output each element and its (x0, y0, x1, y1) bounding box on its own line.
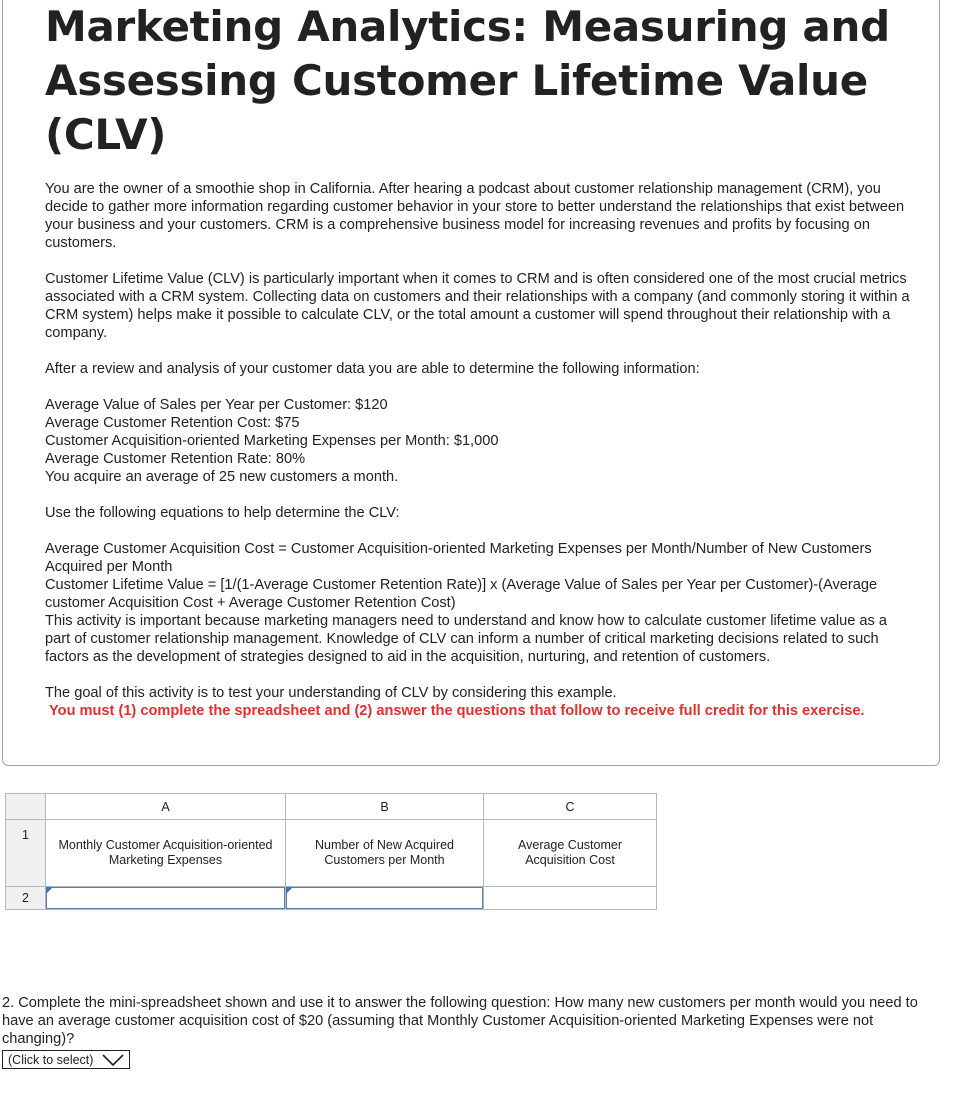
new-customers-input[interactable] (286, 887, 483, 909)
cell-b2 (286, 887, 484, 910)
page-title: Marketing Analytics: Measuring and Assessing Customer Lifetime Value (CLV) (45, 2, 890, 159)
cell-c1: Average Customer Acquisition Cost (484, 820, 657, 887)
question-2: 2. Complete the mini-spreadsheet shown and use it to answer the following question: How many new customers per month would you need to have an average customer acquisition cost of $20 (assuming that Monthly Customer Acquisition-oriented Marketing Expenses were not changing)? (2, 995, 918, 1047)
intro-body (45, 180, 915, 720)
equation-acquisition-cost: Average Customer Acquisition Cost = Customer Acquisition-oriented Marketing Expenses per Month/Number of New Customers Acquired per Month (45, 541, 872, 575)
answer-select-label: (Click to select) (8, 1052, 94, 1067)
column-header-c: C (484, 794, 657, 820)
row-header-2: 2 (6, 887, 46, 910)
cell-a2 (46, 887, 286, 910)
input-corner-flag-icon (46, 887, 53, 894)
cell-c2 (484, 887, 657, 910)
row-header-1: 1 (6, 820, 46, 887)
input-corner-flag-icon (286, 887, 293, 894)
chevron-down-icon (102, 1054, 124, 1066)
intro-paragraph-6: The goal of this activity is to test your understanding of CLV by considering this example. (45, 685, 617, 701)
column-header-b: B (286, 794, 484, 820)
fact-list (45, 396, 915, 486)
cell-a1: Monthly Customer Acquisition-oriented Marketing Expenses (46, 820, 286, 887)
mini-spreadsheet (5, 793, 657, 910)
fact-item: Average Customer Retention Cost: $75 (45, 415, 300, 431)
column-header-a: A (46, 794, 286, 820)
fact-item: Average Customer Retention Rate: 80% (45, 451, 306, 467)
intro-paragraph-5: This activity is important because marketing managers need to understand and know how to calculate customer lifetime value as a part of customer relationship management. Knowledge of CLV can inform a number of critical marketing decisions related to such factors as the development of strategies designed to aid in the acquisition, nurturing, and retention of customers. (45, 613, 888, 665)
fact-item: Average Value of Sales per Year per Customer: $120 (45, 397, 388, 413)
sheet-corner (6, 794, 46, 820)
credit-warning: You must (1) complete the spreadsheet and (2) answer the questions that follow to receive full credit for this exercise. (49, 703, 865, 719)
cell-b1: Number of New Acquired Customers per Month (286, 820, 484, 887)
intro-paragraph-3: After a review and analysis of your customer data you are able to determine the following information: (45, 361, 700, 377)
fact-item: You acquire an average of 25 new customers a month. (45, 469, 399, 485)
intro-paragraph-2: Customer Lifetime Value (CLV) is particularly important when it comes to CRM and is often considered one of the most crucial metrics associated with a CRM system. Collecting data on customers and their relationships with a company (and commonly storing it within a CRM system) helps make it possible to calculate CLV, or the total amount a customer will spend throughout their relationship with a company. (45, 271, 910, 341)
fact-item: Customer Acquisition-oriented Marketing Expenses per Month: $1,000 (45, 433, 499, 449)
equation-clv: Customer Lifetime Value = [1/(1-Average Customer Retention Rate)] x (Average Value of Sales per Year per Customer)-(Average customer Acquisition Cost + Average Customer Retention Cost) (45, 577, 878, 611)
answer-select[interactable] (2, 1050, 130, 1069)
intro-paragraph-4: Use the following equations to help determine the CLV: (45, 505, 400, 521)
intro-paragraph-1: You are the owner of a smoothie shop in California. After hearing a podcast about customer relationship management (CRM), you decide to gather more information regarding customer behavior in your store to better understand the relationships that exist between your business and your customers. CRM is a comprehensive business model for increasing revenues and profits by focusing on customers. (45, 181, 905, 251)
marketing-expenses-input[interactable] (46, 887, 285, 909)
